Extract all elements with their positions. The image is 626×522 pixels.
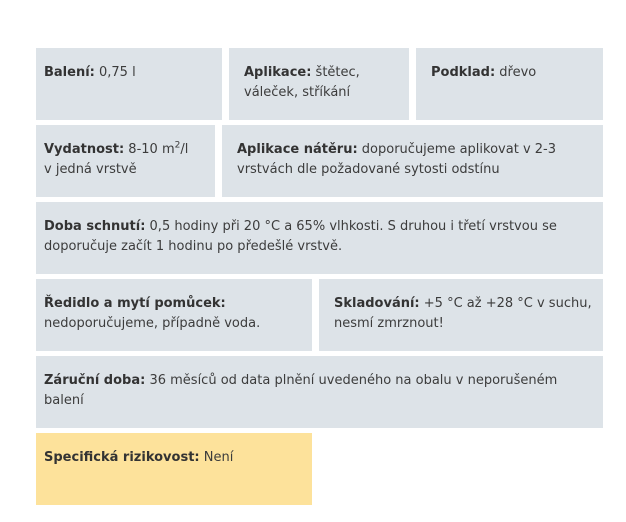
spec-value-podklad: dřevo [495, 65, 537, 80]
spec-cell-rizikovost [36, 433, 312, 505]
spec-value-rizikovost: Není [199, 450, 234, 465]
spec-label-zarucni-doba: Záruční doba: [44, 373, 146, 388]
spec-cell-aplikace-nateru [222, 125, 603, 197]
spec-label-skladovani: Skladování: [334, 296, 420, 311]
spec-value-aplikace: štětec, váleček, stříkání [244, 65, 360, 100]
spec-value-doba-schnuti: 0,5 hodiny při 20 °C a 65% vlhkosti. S druhou i třetí vrstvou se doporučuje začít 1 hodinu po předešlé vrstvě. [44, 219, 557, 254]
spec-cell-podklad [416, 48, 603, 120]
spec-label-redidlo: Ředidlo a mytí pomůcek: [44, 296, 226, 311]
spec-value-vydatnost-unit: /l v jedná vrstvě [44, 142, 189, 177]
spec-cell-baleni [36, 48, 222, 120]
spec-label-baleni: Balení: [44, 65, 95, 80]
spec-label-rizikovost: Specifická rizikovost: [44, 450, 200, 465]
spec-label-vydatnost: Vydatnost: [44, 142, 125, 157]
spec-value-zarucni-doba: 36 měsíců od data plnění uvedeného na obalu v neporušeném balení [44, 373, 558, 408]
spec-value-baleni: 0,75 l [94, 65, 136, 80]
spec-cell-vydatnost [36, 125, 215, 197]
spec-value-aplikace-nateru: doporučujeme aplikovat v 2-3 vrstvách dle požadované sytosti odstínu [237, 142, 556, 177]
spec-value-vydatnost-number: 8-10 m [124, 142, 175, 157]
spec-cell-zarucni-doba [36, 356, 603, 428]
spec-label-aplikace: Aplikace: [244, 65, 312, 80]
spec-label-doba-schnuti: Doba schnutí: [44, 219, 146, 234]
spec-label-podklad: Podklad: [431, 65, 496, 80]
spec-value-vydatnost-exponent: 2 [174, 140, 181, 151]
spec-value-redidlo: nedoporučujeme, případně voda. [44, 316, 261, 331]
spec-value-skladovani: +5 °C až +28 °C v suchu, nesmí zmrznout! [334, 296, 592, 331]
spec-cell-aplikace [229, 48, 409, 120]
spec-label-aplikace-nateru: Aplikace nátěru: [237, 142, 358, 157]
spec-cell-redidlo [36, 279, 312, 351]
spec-cell-skladovani [319, 279, 603, 351]
spec-cell-doba-schnuti [36, 202, 603, 274]
